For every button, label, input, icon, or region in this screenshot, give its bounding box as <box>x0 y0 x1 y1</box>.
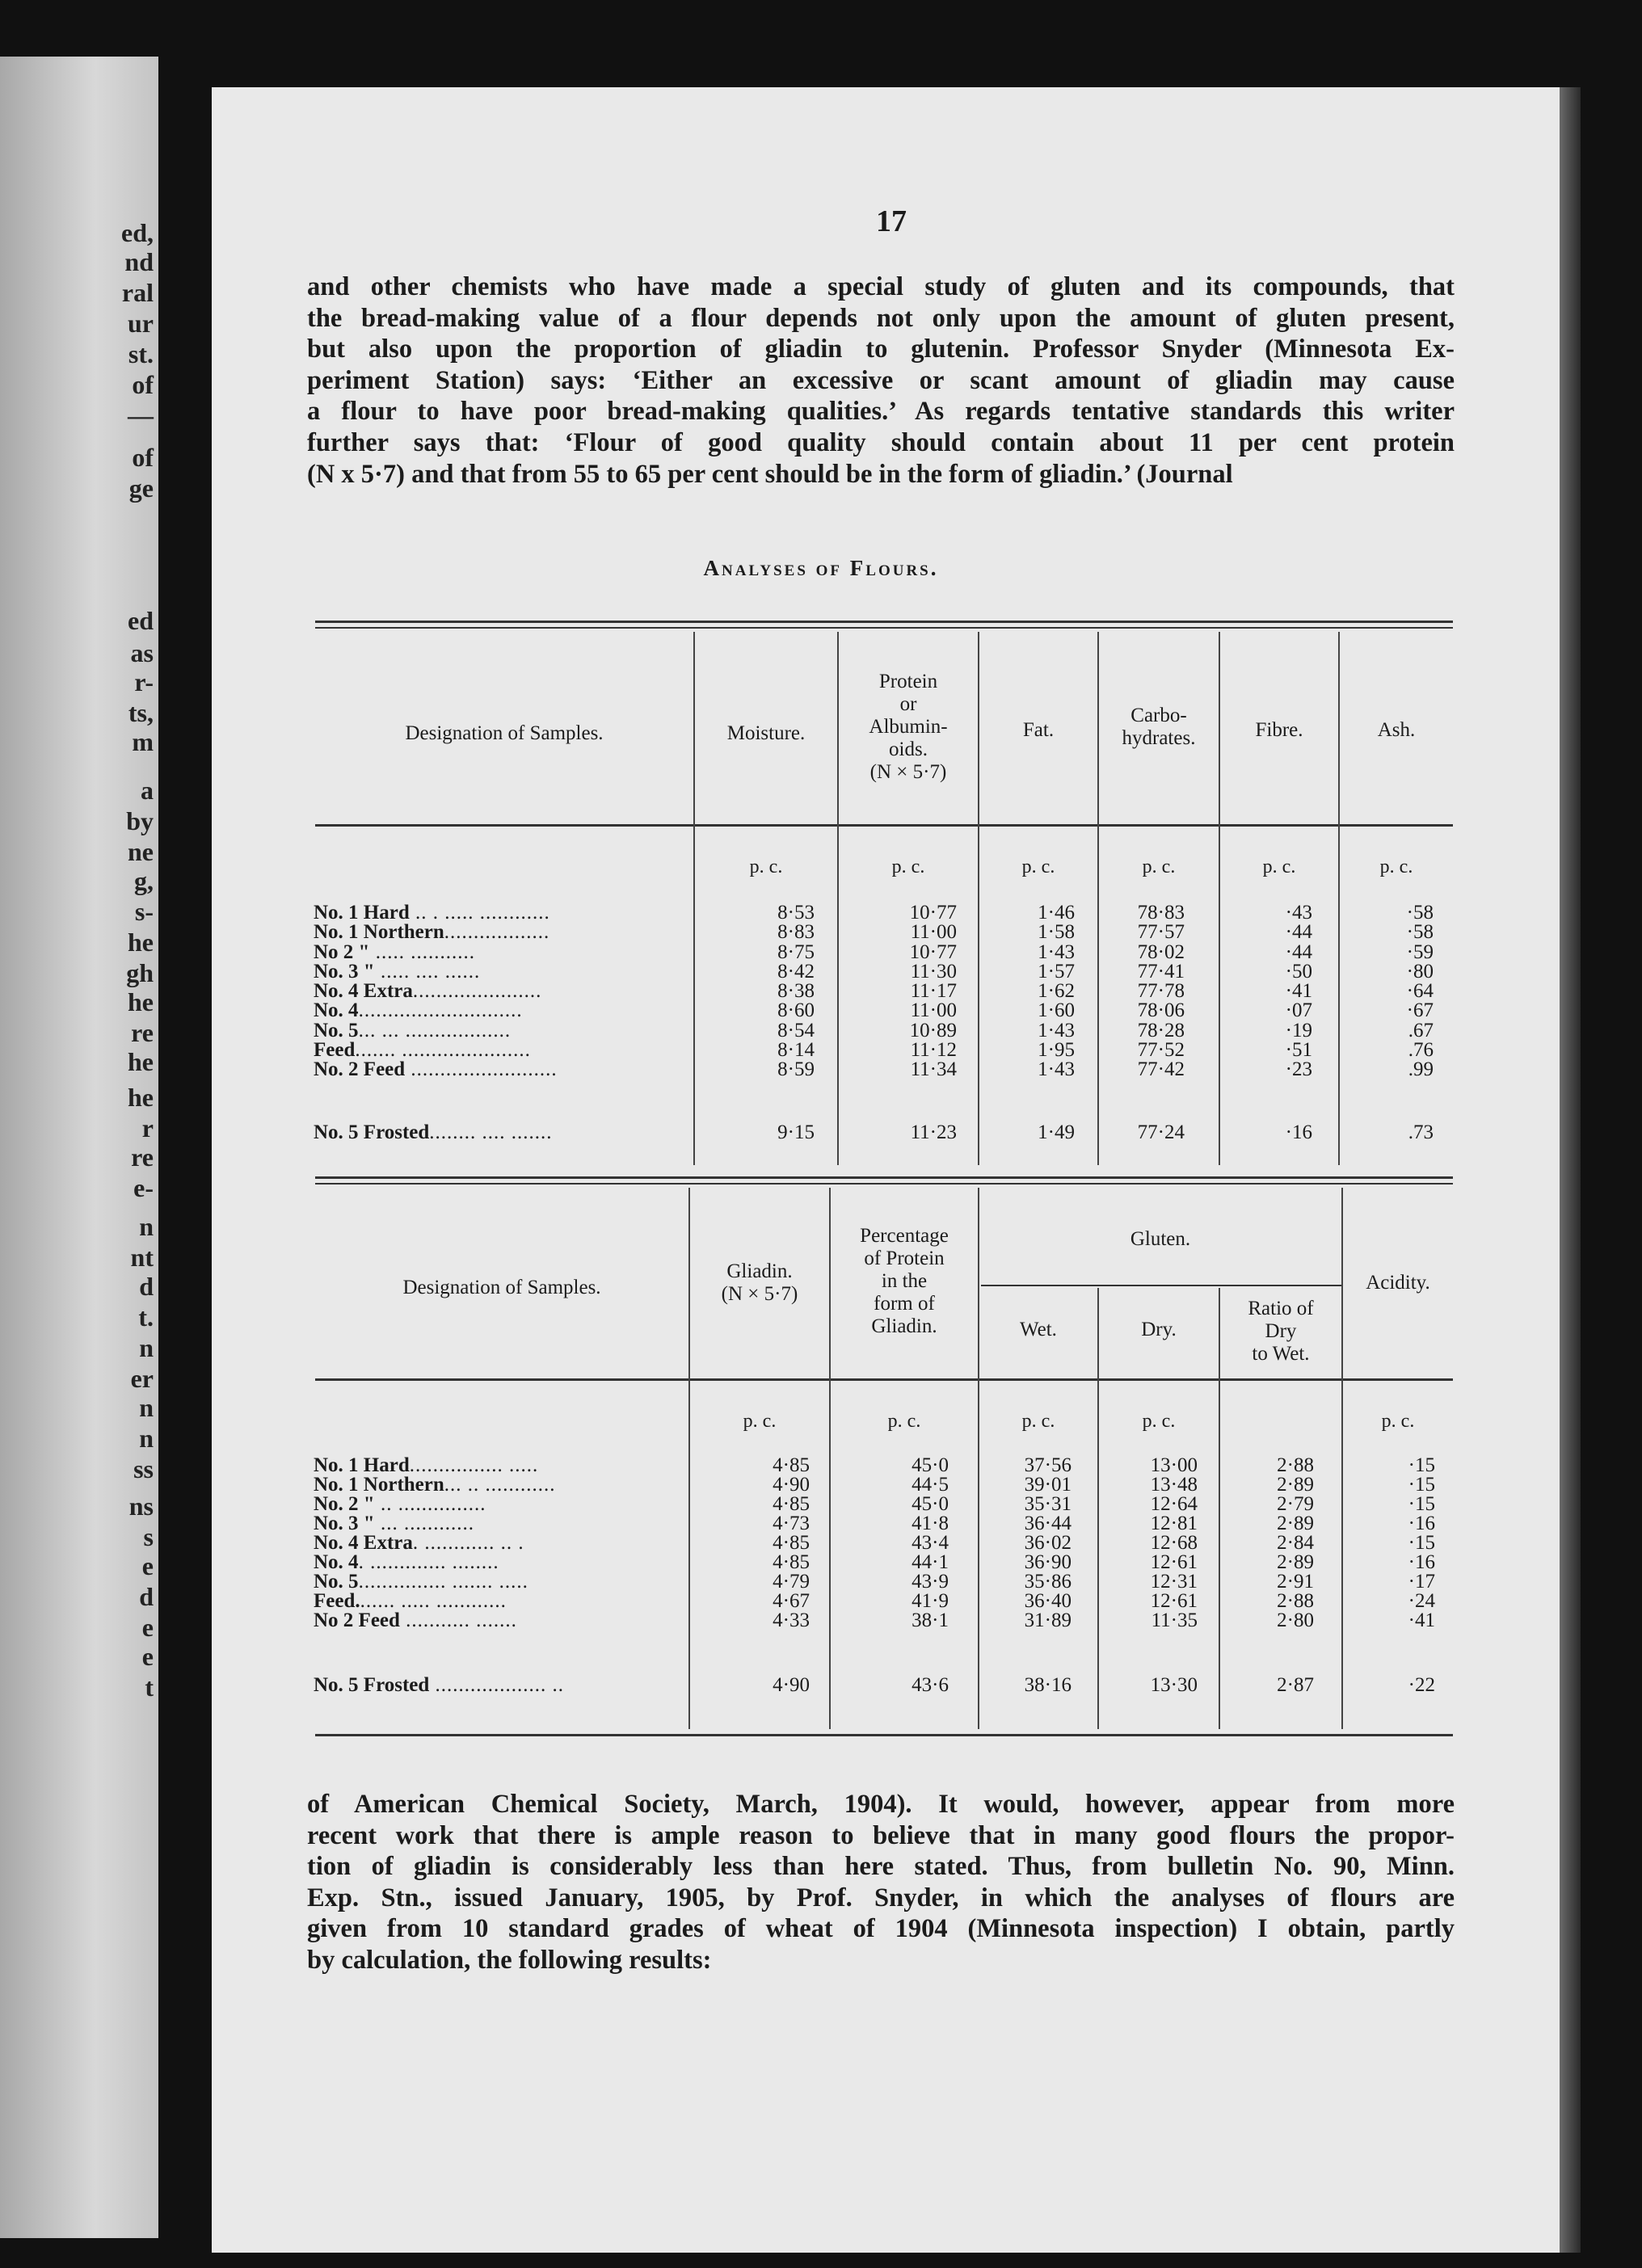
cell-carbo: 78·28 <box>1137 1020 1185 1041</box>
cell-pct: 45·0 <box>912 1493 949 1515</box>
cell-pct: 44·5 <box>912 1474 949 1496</box>
cell-fat: 1·43 <box>1038 1020 1075 1041</box>
cell-fibre: ·23 <box>1285 1058 1312 1080</box>
facing-page-fragment: r <box>141 1113 154 1142</box>
paragraph-line: of American Chemical Society, March, 1904). It would, however, appear from more <box>307 1790 1455 1819</box>
cell-acidity: ·22 <box>1408 1674 1435 1696</box>
paragraph-line: further says that: ‘Flour of good quality should contain about 11 per cent protein <box>307 427 1455 457</box>
cell-protein: 11·00 <box>910 921 957 943</box>
facing-page-fragment: ed, <box>121 218 154 247</box>
facing-page-fragment: of <box>132 443 154 472</box>
cell-ratio: 2·91 <box>1277 1571 1314 1593</box>
row-label: No. 4 Extra. ............ .. . <box>314 1532 524 1554</box>
row-label: Feed....... ..... ............ <box>314 1590 507 1612</box>
cell-carbo: 77·24 <box>1137 1121 1185 1143</box>
facing-page-fragment: ral <box>121 278 154 307</box>
cell-ash: ·59 <box>1406 941 1434 963</box>
cell-gliadin: 4·79 <box>773 1571 810 1593</box>
row-label: Feed....... ...................... <box>314 1039 531 1061</box>
cell-ratio: 2·87 <box>1277 1674 1314 1696</box>
table-caption: Analyses of Flours. <box>703 556 939 580</box>
cell-acidity: ·15 <box>1408 1532 1435 1554</box>
facing-page-fragment: gh <box>126 958 154 987</box>
paragraph-line: the bread-making value of a flour depends not only upon the amount of gluten present, <box>307 303 1455 333</box>
row-label: No. 5 Frosted........ .... ....... <box>314 1121 553 1143</box>
facing-page-fragment: e- <box>133 1173 154 1202</box>
facing-page-fragment: g, <box>134 866 154 895</box>
facing-page-fragment: m <box>132 727 154 756</box>
cell-moisture: 8·75 <box>777 941 815 963</box>
paragraph-line: Exp. Stn., issued January, 1905, by Prof. Snyder, in which the analyses of flours are <box>307 1883 1455 1912</box>
cell-protein: 10·77 <box>909 941 957 963</box>
paragraph-line: a flour to have poor bread-making qualities.’ As regards tentative standards this writer <box>307 397 1455 427</box>
unit-label: p. c. <box>1021 1411 1055 1432</box>
cell-gliadin: 4·85 <box>773 1532 810 1554</box>
facing-page-fragment: ts, <box>128 698 154 727</box>
cell-gliadin: 4·90 <box>773 1674 810 1696</box>
header-fat: Fat. <box>1022 719 1055 741</box>
cell-fibre: ·41 <box>1285 980 1312 1002</box>
facing-page-fragment: n <box>139 1424 154 1453</box>
row-label: No. 2 " .. ............... <box>314 1493 486 1515</box>
cell-ash: ·64 <box>1406 980 1434 1002</box>
cell-carbo: 78·06 <box>1137 999 1185 1021</box>
header-ratio: Ratio of Dry to Wet. <box>1248 1298 1314 1365</box>
unit-label: p. c. <box>1142 856 1176 877</box>
cell-pct: 44·1 <box>912 1551 949 1573</box>
cell-moisture: 8·53 <box>777 902 815 924</box>
cell-acidity: ·15 <box>1408 1493 1435 1515</box>
cell-dry: 12·81 <box>1150 1513 1198 1534</box>
unit-label: p. c. <box>1379 856 1413 877</box>
cell-moisture: 8·38 <box>777 980 815 1002</box>
cell-fibre: ·19 <box>1285 1020 1312 1041</box>
cell-gliadin: 4·90 <box>773 1474 810 1496</box>
cell-wet: 36·02 <box>1024 1532 1072 1554</box>
facing-page-fragment: re <box>131 1018 154 1047</box>
facing-page-fragment: a <box>141 776 154 805</box>
row-label: No. 4. ............. ........ <box>314 1551 499 1573</box>
cell-carbo: 78·02 <box>1137 941 1185 963</box>
cell-wet: 36·44 <box>1024 1513 1072 1534</box>
header-protein: Protein or Albumin- oids. (N × 5·7) <box>869 671 948 783</box>
cell-wet: 39·01 <box>1024 1474 1072 1496</box>
cell-fat: 1·49 <box>1038 1121 1075 1143</box>
cell-protein: 10·89 <box>909 1020 957 1041</box>
facing-page-fragment: he <box>128 1083 154 1112</box>
row-label: No. 1 Hard................ ..... <box>314 1454 539 1476</box>
facing-page-fragment: e <box>141 1551 154 1580</box>
cell-moisture: 8·42 <box>777 961 815 983</box>
cell-pct: 41·9 <box>912 1590 949 1612</box>
cell-acidity: ·16 <box>1408 1551 1435 1573</box>
cell-acidity: ·17 <box>1408 1571 1435 1593</box>
cell-carbo: 77·57 <box>1137 921 1185 943</box>
header-carbohydrates: Carbo- hydrates. <box>1122 705 1196 749</box>
cell-dry: 11·35 <box>1151 1609 1198 1631</box>
cell-protein: 11·34 <box>910 1058 957 1080</box>
page-edge-shadow <box>1560 87 1581 2253</box>
cell-pct: 38·1 <box>912 1609 949 1631</box>
cell-fat: 1·60 <box>1038 999 1075 1021</box>
paragraph-line: by calculation, the following results: <box>307 1945 712 1975</box>
cell-ash: .67 <box>1408 1020 1434 1041</box>
row-label: No. 1 Northern.................. <box>314 921 550 943</box>
paragraph-line: and other chemists who have made a special study of gluten and its compounds, that <box>307 272 1455 301</box>
cell-acidity: ·41 <box>1408 1609 1435 1631</box>
facing-page-fragment: d <box>139 1272 154 1301</box>
cell-moisture: 8·60 <box>777 999 815 1021</box>
row-label: No. 3 " ..... .... ...... <box>314 961 481 983</box>
facing-page-fragment: ne <box>128 837 154 866</box>
facing-page-fragment: ur <box>128 309 154 338</box>
cell-moisture: 8·83 <box>777 921 815 943</box>
cell-protein: 11·23 <box>910 1121 957 1143</box>
header-fibre: Fibre. <box>1255 719 1303 741</box>
facing-page-fragment: nt <box>130 1243 154 1272</box>
cell-ash: ·80 <box>1406 961 1434 983</box>
unit-label: p. c. <box>1262 856 1296 877</box>
cell-gliadin: 4·85 <box>773 1493 810 1515</box>
cell-pct: 45·0 <box>912 1454 949 1476</box>
cell-ratio: 2·79 <box>1277 1493 1314 1515</box>
cell-wet: 37·56 <box>1024 1454 1072 1476</box>
cell-gliadin: 4·73 <box>773 1513 810 1534</box>
cell-ash: .76 <box>1408 1039 1434 1061</box>
cell-fibre: ·50 <box>1285 961 1312 983</box>
cell-dry: 13·30 <box>1150 1674 1198 1696</box>
cell-carbo: 77·52 <box>1137 1039 1185 1061</box>
paragraph-line: periment Station) says: ‘Either an excessive or scant amount of gliadin may cause <box>307 365 1455 395</box>
cell-carbo: 78·83 <box>1137 902 1185 924</box>
facing-page-fragment: he <box>128 987 154 1016</box>
cell-fibre: ·16 <box>1285 1121 1312 1143</box>
unit-label: p. c. <box>743 1411 777 1432</box>
header-moisture: Moisture. <box>726 722 806 744</box>
header-dry: Dry. <box>1141 1319 1177 1340</box>
cell-protein: 11·00 <box>910 999 957 1021</box>
cell-fibre: ·44 <box>1285 941 1312 963</box>
facing-page-fragment: er <box>130 1364 154 1393</box>
row-label: No. 5... ... .................. <box>314 1020 512 1041</box>
cell-dry: 12·61 <box>1150 1551 1198 1573</box>
unit-label: p. c. <box>1021 856 1055 877</box>
unit-label: p. c. <box>749 856 783 877</box>
cell-moisture: 8·14 <box>777 1039 815 1061</box>
cell-pct: 43·9 <box>912 1571 949 1593</box>
header-percentage-gliadin: Percentage of Protein in the form of Gliadin. <box>860 1225 949 1337</box>
cell-moisture: 8·54 <box>777 1020 815 1041</box>
cell-wet: 36·90 <box>1024 1551 1072 1573</box>
cell-fat: 1·43 <box>1038 941 1075 963</box>
cell-fat: 1·95 <box>1038 1039 1075 1061</box>
cell-dry: 13·48 <box>1150 1474 1198 1496</box>
cell-wet: 31·89 <box>1024 1609 1072 1631</box>
cell-dry: 13·00 <box>1150 1454 1198 1476</box>
cell-protein: 11·17 <box>910 980 957 1002</box>
facing-page-fragment: r- <box>134 667 154 696</box>
cell-fat: 1·43 <box>1038 1058 1075 1080</box>
cell-fat: 1·58 <box>1038 921 1075 943</box>
cell-ratio: 2·89 <box>1277 1474 1314 1496</box>
facing-page-fragment: t. <box>138 1302 154 1332</box>
facing-page-fragment: he <box>128 928 154 957</box>
cell-carbo: 77·42 <box>1137 1058 1185 1080</box>
cell-ratio: 2·84 <box>1277 1532 1314 1554</box>
row-label: No. 4............................ <box>314 999 523 1021</box>
cell-acidity: ·15 <box>1408 1454 1435 1476</box>
cell-acidity: ·24 <box>1408 1590 1435 1612</box>
cell-gliadin: 4·85 <box>773 1551 810 1573</box>
cell-wet: 35·31 <box>1024 1493 1072 1515</box>
facing-page-fragment: s- <box>134 897 154 926</box>
cell-wet: 36·40 <box>1024 1590 1072 1612</box>
facing-page-fragment: t <box>145 1673 154 1702</box>
cell-ash: .73 <box>1408 1121 1434 1143</box>
cell-pct: 41·8 <box>912 1513 949 1534</box>
header-gliadin: Gliadin. (N × 5·7) <box>721 1260 798 1305</box>
header-designation: Designation of Samples. <box>405 722 604 744</box>
row-label: No. 3 " ... ............ <box>314 1513 474 1534</box>
facing-page-fragment: of <box>132 370 154 399</box>
header-acidity: Acidity. <box>1366 1272 1430 1294</box>
paragraph-line: tion of gliadin is considerably less than here stated. Thus, from bulletin No. 90, Minn. <box>307 1852 1455 1882</box>
facing-page <box>0 57 158 2238</box>
cell-moisture: 8·59 <box>777 1058 815 1080</box>
cell-acidity: ·15 <box>1408 1474 1435 1496</box>
row-label: No. 4 Extra...................... <box>314 980 542 1002</box>
cell-carbo: 77·78 <box>1137 980 1185 1002</box>
intro-paragraph <box>307 271 1455 490</box>
paragraph-line: recent work that there is ample reason to believe that in many good flours the propor- <box>307 1820 1455 1850</box>
unit-label: p. c. <box>891 856 925 877</box>
outro-paragraph <box>307 1789 1455 1976</box>
row-label: No. 1 Hard .. . ..... ............ <box>314 902 550 924</box>
cell-ash: ·58 <box>1406 921 1434 943</box>
facing-page-fragment: s <box>143 1522 154 1551</box>
cell-gliadin: 4·85 <box>773 1454 810 1476</box>
facing-page-fragment: st. <box>128 339 154 368</box>
paragraph-line: given from 10 standard grades of wheat of 1904 (Minnesota inspection) I obtain, partly <box>307 1914 1455 1944</box>
cell-fat: 1·62 <box>1038 980 1075 1002</box>
header-ash: Ash. <box>1377 719 1416 741</box>
cell-dry: 12·61 <box>1150 1590 1198 1612</box>
cell-protein: 11·30 <box>910 961 957 983</box>
facing-page-fragment: re <box>131 1142 154 1172</box>
cell-fibre: ·43 <box>1285 902 1312 924</box>
cell-wet: 35·86 <box>1024 1571 1072 1593</box>
cell-fat: 1·57 <box>1038 961 1075 983</box>
facing-page-fragment: ge <box>128 473 154 503</box>
row-label: No. 2 Feed ......................... <box>314 1058 558 1080</box>
cell-ash: ·58 <box>1406 902 1434 924</box>
cell-dry: 12·31 <box>1150 1571 1198 1593</box>
facing-page-fragment: he <box>128 1047 154 1076</box>
paragraph-line: but also upon the proportion of gliadin to glutenin. Professor Snyder (Minnesota Ex- <box>307 335 1455 364</box>
page-number: 17 <box>876 204 907 238</box>
facing-page-fragment: d <box>139 1582 154 1611</box>
cell-wet: 38·16 <box>1024 1674 1072 1696</box>
cell-ratio: 2·89 <box>1277 1551 1314 1573</box>
cell-moisture: 9·15 <box>777 1121 815 1143</box>
cell-pct: 43·6 <box>912 1674 949 1696</box>
cell-gliadin: 4·67 <box>773 1590 810 1612</box>
facing-page-fragment: n <box>139 1393 154 1422</box>
header-wet: Wet. <box>1020 1319 1057 1340</box>
facing-page-fragment: n <box>139 1212 154 1241</box>
row-label: No 2 " ..... ........... <box>314 941 475 963</box>
cell-ratio: 2·88 <box>1277 1590 1314 1612</box>
cell-carbo: 77·41 <box>1137 961 1185 983</box>
header-gluten: Gluten. <box>1130 1228 1191 1250</box>
facing-page-fragment: e <box>141 1613 154 1642</box>
row-label: No. 5............... ....... ..... <box>314 1571 528 1593</box>
facing-page-fragment: ns <box>128 1492 154 1521</box>
cell-ratio: 2·80 <box>1277 1609 1314 1631</box>
cell-fibre: ·07 <box>1285 999 1312 1021</box>
cell-ratio: 2·88 <box>1277 1454 1314 1476</box>
cell-protein: 10·77 <box>909 902 957 924</box>
cell-acidity: ·16 <box>1408 1513 1435 1534</box>
row-label: No. 1 Northern... .. ............ <box>314 1474 556 1496</box>
cell-protein: 11·12 <box>910 1039 957 1061</box>
cell-pct: 43·4 <box>912 1532 949 1554</box>
facing-page-fragment: ed <box>128 606 154 635</box>
unit-label: p. c. <box>1142 1411 1176 1432</box>
row-label: No 2 Feed ........... ....... <box>314 1609 517 1631</box>
facing-page-fragment: as <box>130 638 154 667</box>
cell-gliadin: 4·33 <box>773 1609 810 1631</box>
cell-ash: .99 <box>1408 1058 1434 1080</box>
cell-dry: 12·68 <box>1150 1532 1198 1554</box>
unit-label: p. c. <box>887 1411 921 1432</box>
cell-fibre: ·44 <box>1285 921 1312 943</box>
header-designation-2: Designation of Samples. <box>402 1277 601 1298</box>
facing-page-fragment: — <box>128 401 154 430</box>
row-label: No. 5 Frosted ................... .. <box>314 1674 565 1696</box>
facing-page-fragment: by <box>126 806 154 835</box>
paragraph-line: (N x 5·7) and that from 55 to 65 per cent should be in the form of gliadin.’ (Journal <box>307 459 1233 489</box>
cell-ratio: 2·89 <box>1277 1513 1314 1534</box>
cell-dry: 12·64 <box>1150 1493 1198 1515</box>
facing-page-fragment: n <box>139 1333 154 1362</box>
cell-fat: 1·46 <box>1038 902 1075 924</box>
facing-page-fragment: ss <box>133 1454 154 1483</box>
facing-page-fragment: e <box>141 1642 154 1671</box>
facing-page-fragment: nd <box>124 247 154 276</box>
cell-fibre: ·51 <box>1285 1039 1312 1061</box>
cell-ash: ·67 <box>1406 999 1434 1021</box>
unit-label: p. c. <box>1381 1411 1415 1432</box>
